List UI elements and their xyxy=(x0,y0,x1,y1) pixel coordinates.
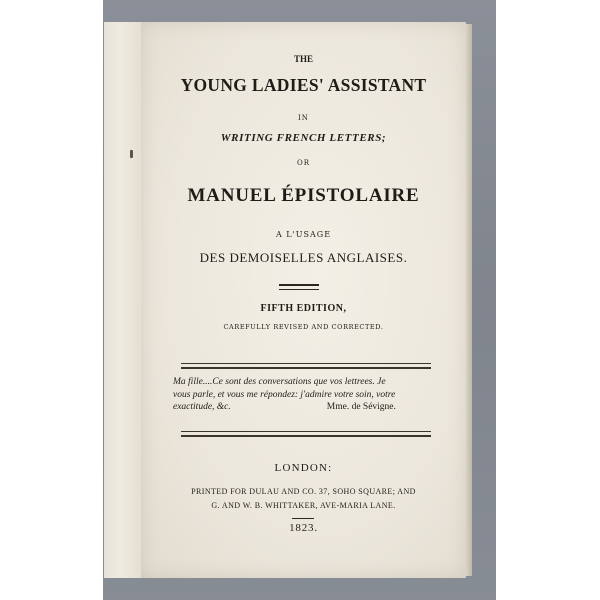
heading-or: OR xyxy=(296,159,310,167)
epigraph xyxy=(173,376,437,414)
divider-bottom xyxy=(181,431,431,437)
epigraph-line-1: Ma fille....Ce sont des conversations que vos lettrees. Je xyxy=(173,377,386,387)
epigraph-line-3 xyxy=(173,401,437,414)
epigraph-attribution: Mme. de Sévigne. xyxy=(326,402,396,412)
alternate-title: MANUEL ÉPISTOLAIRE xyxy=(187,185,420,206)
title-page xyxy=(141,22,466,578)
page-edge xyxy=(466,24,472,576)
heading-a-lusage: A L'USAGE xyxy=(275,230,332,239)
imprint-publisher-2: G. AND W. B. WHITTAKER, AVE-MARIA LANE. xyxy=(211,501,396,510)
imprint-publisher-1: PRINTED FOR DULAU AND CO. 37, SOHO SQUARE; AND xyxy=(191,487,416,496)
imprint-city: LONDON: xyxy=(274,462,333,474)
decorative-rule xyxy=(279,284,319,290)
heading-the: THE xyxy=(293,54,313,64)
epigraph-line-2: vous parle, et vous me répondez: j'admire votre soin, votre xyxy=(173,389,396,400)
subtitle-writing: WRITING FRENCH LETTERS; xyxy=(220,132,387,144)
year-rule xyxy=(292,518,314,519)
epigraph-line-3-text: exactitude, &c. xyxy=(173,402,231,412)
divider-top xyxy=(181,363,431,369)
revision-note: CAREFULLY REVISED AND CORRECTED. xyxy=(223,323,384,331)
book-gutter xyxy=(104,22,143,578)
main-title: YOUNG LADIES' ASSISTANT xyxy=(180,75,427,95)
subtitle-demoiselles: DES DEMOISELLES ANGLAISES. xyxy=(199,250,408,265)
heading-in: IN xyxy=(298,114,309,122)
edition-label: FIFTH EDITION, xyxy=(260,303,347,314)
imprint-year: 1823. xyxy=(289,522,318,534)
gutter-mark xyxy=(130,150,133,158)
